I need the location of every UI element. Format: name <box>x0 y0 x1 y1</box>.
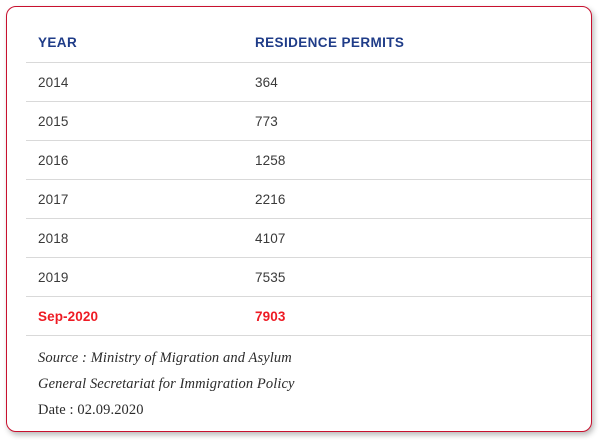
cell-permits: 2216 <box>243 180 592 219</box>
column-header-residence-permits: RESIDENCE PERMITS <box>243 23 592 63</box>
table-row-highlighted <box>26 297 592 336</box>
source-line-ministry: Source : Ministry of Migration and Asylum <box>38 350 292 366</box>
cell-permits: 773 <box>243 102 592 141</box>
table-row <box>26 258 592 297</box>
footnote-block <box>26 336 592 423</box>
cell-year: 2014 <box>26 63 243 102</box>
table-row <box>26 180 592 219</box>
column-header-year: YEAR <box>26 23 243 63</box>
table-row <box>26 141 592 180</box>
source-cell <box>26 336 592 424</box>
cell-year: 2016 <box>26 141 243 180</box>
source-row <box>26 336 592 424</box>
cell-year: 2019 <box>26 258 243 297</box>
source-line-date: Date : 02.09.2020 <box>38 402 144 418</box>
table-row <box>26 102 592 141</box>
source-line-secretariat: General Secretariat for Immigration Policy <box>38 376 295 392</box>
cell-permits: 364 <box>243 63 592 102</box>
cell-year: 2018 <box>26 219 243 258</box>
table-header-row <box>26 23 592 63</box>
cell-year: 2015 <box>26 102 243 141</box>
table-row <box>26 63 592 102</box>
document-card <box>6 6 592 432</box>
cell-permits: 7903 <box>243 297 592 336</box>
cell-permits: 7535 <box>243 258 592 297</box>
residence-permits-table-container <box>26 23 574 417</box>
cell-year: 2017 <box>26 180 243 219</box>
table-row <box>26 219 592 258</box>
cell-permits: 1258 <box>243 141 592 180</box>
cell-permits: 4107 <box>243 219 592 258</box>
cell-year: Sep-2020 <box>26 297 243 336</box>
residence-permits-table <box>26 23 592 423</box>
